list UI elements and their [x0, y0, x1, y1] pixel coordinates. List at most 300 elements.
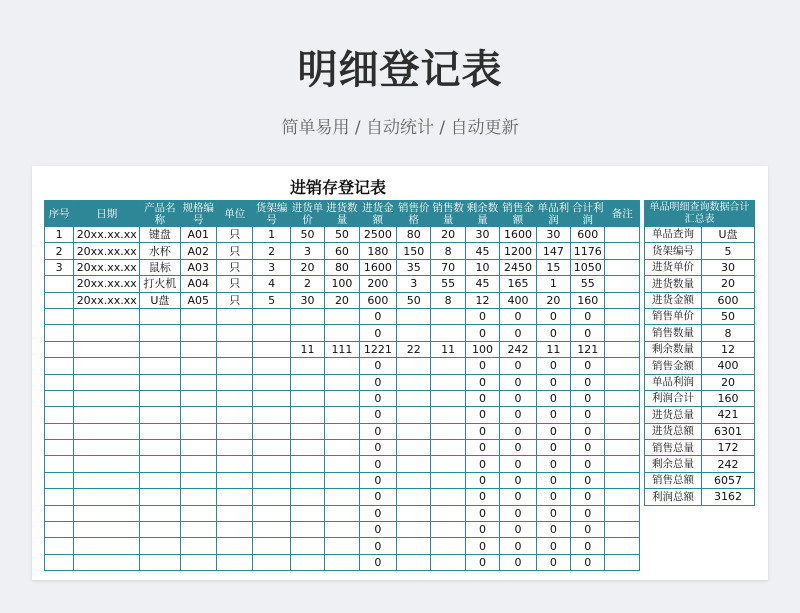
table-cell[interactable]: 50 [397, 292, 431, 308]
table-cell[interactable] [45, 505, 74, 521]
column-header[interactable]: 产品名称 [140, 201, 180, 227]
column-header[interactable]: 日期 [74, 201, 140, 227]
table-cell[interactable]: 242 [500, 341, 536, 357]
table-cell[interactable] [180, 522, 216, 538]
table-cell[interactable] [325, 423, 359, 439]
table-cell[interactable] [74, 522, 140, 538]
table-cell[interactable] [325, 358, 359, 374]
table-cell[interactable] [45, 456, 74, 472]
summary-value[interactable]: 160 [702, 390, 755, 406]
summary-label[interactable]: 利润合计 [645, 390, 702, 406]
table-cell[interactable]: 0 [536, 374, 570, 390]
table-cell[interactable]: 20xx.xx.xx [74, 227, 140, 243]
table-cell[interactable]: 0 [536, 538, 570, 554]
summary-label[interactable]: 进货单价 [645, 259, 702, 275]
table-cell[interactable] [605, 374, 640, 390]
table-cell[interactable]: 2 [253, 243, 290, 259]
table-cell[interactable]: 鼠标 [140, 259, 180, 275]
table-cell[interactable]: 0 [500, 505, 536, 521]
column-header[interactable]: 货架编号 [253, 201, 290, 227]
summary-label[interactable]: 进货总额 [645, 423, 702, 439]
table-cell[interactable] [253, 390, 290, 406]
summary-label[interactable]: 销售数量 [645, 325, 702, 341]
table-cell[interactable] [397, 440, 431, 456]
table-cell[interactable] [253, 456, 290, 472]
table-cell[interactable]: 0 [536, 554, 570, 570]
column-header[interactable]: 进货数量 [326, 201, 358, 226]
table-cell[interactable] [253, 554, 290, 570]
table-cell[interactable] [605, 292, 640, 308]
table-cell[interactable] [180, 554, 216, 570]
table-cell[interactable]: 0 [571, 407, 605, 423]
summary-value[interactable]: 5 [702, 243, 755, 259]
summary-value[interactable]: 20 [702, 374, 755, 390]
table-cell[interactable] [180, 505, 216, 521]
table-cell[interactable] [431, 554, 465, 570]
table-cell[interactable]: 0 [359, 554, 396, 570]
table-cell[interactable]: 0 [571, 374, 605, 390]
summary-label[interactable]: 剩余数量 [645, 341, 702, 357]
table-cell[interactable] [325, 325, 359, 341]
table-cell[interactable]: 0 [500, 374, 536, 390]
summary-value[interactable]: 242 [702, 456, 755, 472]
table-cell[interactable] [605, 423, 640, 439]
table-cell[interactable] [74, 390, 140, 406]
table-cell[interactable] [180, 390, 216, 406]
table-cell[interactable] [74, 456, 140, 472]
summary-value[interactable]: 12 [702, 341, 755, 357]
table-cell[interactable]: 10 [465, 259, 499, 275]
table-cell[interactable]: A03 [180, 259, 216, 275]
table-cell[interactable]: 0 [571, 505, 605, 521]
table-cell[interactable] [253, 538, 290, 554]
table-cell[interactable]: 0 [571, 423, 605, 439]
table-cell[interactable] [253, 440, 290, 456]
table-cell[interactable] [325, 505, 359, 521]
column-header[interactable]: 单品利润 [537, 201, 570, 226]
table-cell[interactable] [290, 308, 324, 324]
table-cell[interactable] [290, 456, 324, 472]
table-cell[interactable]: 0 [500, 489, 536, 505]
table-cell[interactable] [605, 538, 640, 554]
table-cell[interactable]: 20 [536, 292, 570, 308]
table-cell[interactable]: 0 [359, 522, 396, 538]
table-cell[interactable] [45, 341, 74, 357]
table-cell[interactable]: 1200 [500, 243, 536, 259]
table-cell[interactable] [140, 374, 180, 390]
table-cell[interactable] [253, 472, 290, 488]
table-cell[interactable] [397, 554, 431, 570]
table-cell[interactable]: 147 [536, 243, 570, 259]
table-cell[interactable]: 0 [465, 423, 499, 439]
table-cell[interactable] [431, 423, 465, 439]
table-cell[interactable]: 0 [536, 522, 570, 538]
table-cell[interactable]: 160 [571, 292, 605, 308]
table-cell[interactable] [180, 358, 216, 374]
table-cell[interactable] [217, 407, 253, 423]
table-cell[interactable]: 0 [500, 325, 536, 341]
table-cell[interactable] [290, 554, 324, 570]
table-cell[interactable]: 0 [359, 407, 396, 423]
table-cell[interactable]: 0 [536, 423, 570, 439]
column-header[interactable]: 备注 [605, 201, 640, 227]
table-cell[interactable]: 3 [397, 276, 431, 292]
table-cell[interactable] [290, 522, 324, 538]
table-cell[interactable]: A02 [180, 243, 216, 259]
table-cell[interactable] [140, 407, 180, 423]
table-cell[interactable]: 0 [465, 374, 499, 390]
table-cell[interactable] [45, 308, 74, 324]
table-cell[interactable] [45, 440, 74, 456]
table-cell[interactable]: 0 [571, 522, 605, 538]
table-cell[interactable]: 20xx.xx.xx [74, 243, 140, 259]
table-cell[interactable] [180, 374, 216, 390]
table-cell[interactable]: 0 [536, 440, 570, 456]
table-cell[interactable] [431, 374, 465, 390]
table-cell[interactable]: 0 [359, 308, 396, 324]
table-cell[interactable] [605, 554, 640, 570]
table-cell[interactable]: 50 [290, 227, 324, 243]
table-cell[interactable] [431, 456, 465, 472]
table-cell[interactable] [431, 505, 465, 521]
table-cell[interactable]: 0 [571, 456, 605, 472]
table-cell[interactable]: 200 [359, 276, 396, 292]
table-cell[interactable]: 100 [465, 341, 499, 357]
table-cell[interactable] [140, 341, 180, 357]
table-cell[interactable] [217, 374, 253, 390]
table-cell[interactable] [325, 440, 359, 456]
table-cell[interactable] [45, 325, 74, 341]
table-cell[interactable] [290, 358, 324, 374]
summary-label[interactable]: 销售总量 [645, 440, 702, 456]
table-cell[interactable] [140, 538, 180, 554]
table-cell[interactable] [217, 325, 253, 341]
table-cell[interactable]: 0 [500, 407, 536, 423]
table-cell[interactable]: 0 [359, 423, 396, 439]
column-header[interactable]: 销售金额 [500, 201, 536, 227]
table-cell[interactable] [140, 325, 180, 341]
table-cell[interactable]: 0 [571, 308, 605, 324]
table-cell[interactable] [140, 505, 180, 521]
table-cell[interactable]: 键盘 [140, 227, 180, 243]
table-cell[interactable]: 0 [359, 440, 396, 456]
table-cell[interactable]: 1050 [571, 259, 605, 275]
table-cell[interactable] [74, 472, 140, 488]
table-cell[interactable]: 0 [465, 407, 499, 423]
table-cell[interactable]: 0 [500, 554, 536, 570]
table-cell[interactable] [217, 472, 253, 488]
table-cell[interactable]: 0 [500, 522, 536, 538]
table-cell[interactable] [397, 423, 431, 439]
table-cell[interactable]: 1 [45, 227, 74, 243]
table-cell[interactable] [140, 489, 180, 505]
table-cell[interactable]: 0 [359, 505, 396, 521]
table-cell[interactable] [325, 407, 359, 423]
table-cell[interactable] [290, 390, 324, 406]
table-cell[interactable]: 1221 [359, 341, 396, 357]
table-cell[interactable]: 0 [571, 554, 605, 570]
table-cell[interactable] [605, 522, 640, 538]
table-cell[interactable]: 2500 [359, 227, 396, 243]
table-cell[interactable] [45, 522, 74, 538]
summary-value[interactable]: 600 [702, 292, 755, 308]
summary-value[interactable]: 20 [702, 276, 755, 292]
table-cell[interactable] [180, 423, 216, 439]
table-cell[interactable]: 0 [359, 472, 396, 488]
table-cell[interactable]: 0 [500, 423, 536, 439]
table-cell[interactable] [431, 308, 465, 324]
summary-label[interactable]: 剩余总量 [645, 456, 702, 472]
table-cell[interactable] [45, 489, 74, 505]
table-cell[interactable]: 70 [431, 259, 465, 275]
table-cell[interactable] [605, 308, 640, 324]
table-cell[interactable]: 0 [465, 308, 499, 324]
summary-value[interactable]: U盘 [702, 227, 755, 243]
table-cell[interactable] [290, 538, 324, 554]
table-cell[interactable] [325, 489, 359, 505]
table-cell[interactable] [290, 325, 324, 341]
table-cell[interactable] [180, 325, 216, 341]
summary-value[interactable]: 8 [702, 325, 755, 341]
table-cell[interactable]: 1 [536, 276, 570, 292]
table-cell[interactable]: 0 [571, 538, 605, 554]
table-cell[interactable] [180, 489, 216, 505]
table-cell[interactable] [253, 505, 290, 521]
table-cell[interactable] [253, 522, 290, 538]
table-cell[interactable]: 0 [465, 505, 499, 521]
table-cell[interactable] [431, 358, 465, 374]
summary-value[interactable]: 400 [702, 358, 755, 374]
table-cell[interactable] [397, 505, 431, 521]
table-cell[interactable]: 111 [325, 341, 359, 357]
column-header[interactable]: 销售价格 [398, 201, 430, 226]
table-cell[interactable]: 水杯 [140, 243, 180, 259]
table-cell[interactable] [605, 456, 640, 472]
table-cell[interactable]: 55 [431, 276, 465, 292]
table-cell[interactable] [74, 505, 140, 521]
table-cell[interactable] [217, 440, 253, 456]
table-cell[interactable]: 30 [465, 227, 499, 243]
table-cell[interactable]: 2 [290, 276, 324, 292]
table-cell[interactable]: 55 [571, 276, 605, 292]
table-cell[interactable] [45, 276, 74, 292]
table-cell[interactable] [217, 358, 253, 374]
table-cell[interactable] [290, 423, 324, 439]
table-cell[interactable] [605, 243, 640, 259]
table-cell[interactable] [140, 554, 180, 570]
table-cell[interactable] [45, 358, 74, 374]
table-cell[interactable]: 0 [536, 358, 570, 374]
summary-value[interactable]: 6301 [702, 423, 755, 439]
table-cell[interactable] [325, 456, 359, 472]
column-header[interactable]: 剩余数量 [466, 201, 499, 226]
table-cell[interactable] [45, 407, 74, 423]
table-cell[interactable]: 0 [536, 489, 570, 505]
table-cell[interactable]: 0 [359, 489, 396, 505]
summary-label[interactable]: 单品利润 [645, 374, 702, 390]
table-cell[interactable] [431, 390, 465, 406]
table-cell[interactable]: 0 [571, 489, 605, 505]
table-cell[interactable] [397, 472, 431, 488]
table-cell[interactable] [325, 374, 359, 390]
table-cell[interactable]: 50 [325, 227, 359, 243]
summary-label[interactable]: 进货数量 [645, 276, 702, 292]
table-cell[interactable] [325, 390, 359, 406]
table-cell[interactable]: 20 [431, 227, 465, 243]
table-cell[interactable]: 30 [290, 292, 324, 308]
table-cell[interactable] [325, 554, 359, 570]
table-cell[interactable] [325, 472, 359, 488]
table-cell[interactable] [140, 522, 180, 538]
table-cell[interactable] [217, 554, 253, 570]
table-cell[interactable]: 0 [500, 440, 536, 456]
summary-value[interactable]: 50 [702, 308, 755, 324]
summary-label[interactable]: 进货金额 [645, 292, 702, 308]
summary-value[interactable]: 3162 [702, 489, 755, 505]
table-cell[interactable] [180, 538, 216, 554]
table-cell[interactable] [180, 440, 216, 456]
column-header[interactable]: 单位 [217, 201, 253, 227]
table-cell[interactable] [140, 390, 180, 406]
table-cell[interactable] [45, 472, 74, 488]
table-cell[interactable] [605, 341, 640, 357]
table-cell[interactable] [74, 325, 140, 341]
summary-label[interactable]: 销售单价 [645, 308, 702, 324]
table-cell[interactable] [45, 374, 74, 390]
table-cell[interactable] [605, 390, 640, 406]
summary-label[interactable]: 单品查询 [645, 227, 702, 243]
table-cell[interactable]: 0 [465, 472, 499, 488]
column-header[interactable]: 销售数量 [432, 201, 464, 226]
table-cell[interactable]: 0 [465, 440, 499, 456]
table-cell[interactable]: 100 [325, 276, 359, 292]
table-cell[interactable] [253, 341, 290, 357]
table-cell[interactable]: 只 [217, 276, 253, 292]
summary-value[interactable]: 421 [702, 407, 755, 423]
table-cell[interactable]: 0 [359, 456, 396, 472]
table-cell[interactable]: 2450 [500, 259, 536, 275]
table-cell[interactable]: 1 [253, 227, 290, 243]
table-cell[interactable] [74, 374, 140, 390]
table-cell[interactable]: 150 [397, 243, 431, 259]
table-cell[interactable] [605, 325, 640, 341]
table-cell[interactable]: 0 [536, 407, 570, 423]
table-cell[interactable] [605, 505, 640, 521]
table-cell[interactable]: 11 [431, 341, 465, 357]
table-cell[interactable]: 2 [45, 243, 74, 259]
table-cell[interactable]: 0 [465, 489, 499, 505]
table-cell[interactable] [290, 440, 324, 456]
table-cell[interactable]: 0 [536, 308, 570, 324]
table-cell[interactable] [397, 522, 431, 538]
table-cell[interactable] [605, 276, 640, 292]
table-cell[interactable] [253, 489, 290, 505]
table-cell[interactable] [397, 308, 431, 324]
table-cell[interactable] [180, 341, 216, 357]
table-cell[interactable]: 0 [536, 505, 570, 521]
table-cell[interactable]: 600 [571, 227, 605, 243]
table-cell[interactable]: 22 [397, 341, 431, 357]
table-cell[interactable] [74, 308, 140, 324]
table-cell[interactable]: 400 [500, 292, 536, 308]
table-cell[interactable]: 45 [465, 243, 499, 259]
table-cell[interactable]: 45 [465, 276, 499, 292]
table-cell[interactable] [605, 407, 640, 423]
table-cell[interactable] [397, 390, 431, 406]
table-cell[interactable]: 1600 [359, 259, 396, 275]
table-cell[interactable]: 35 [397, 259, 431, 275]
table-cell[interactable] [74, 341, 140, 357]
table-cell[interactable] [397, 489, 431, 505]
table-cell[interactable]: 0 [465, 522, 499, 538]
table-cell[interactable] [217, 341, 253, 357]
table-cell[interactable]: 0 [536, 472, 570, 488]
table-cell[interactable]: 0 [359, 374, 396, 390]
column-header[interactable]: 序号 [45, 201, 74, 227]
table-cell[interactable] [397, 538, 431, 554]
table-cell[interactable]: 0 [359, 390, 396, 406]
table-cell[interactable] [290, 489, 324, 505]
table-cell[interactable]: 3 [290, 243, 324, 259]
table-cell[interactable] [325, 522, 359, 538]
summary-value[interactable]: 6057 [702, 472, 755, 488]
table-cell[interactable]: 5 [253, 292, 290, 308]
table-cell[interactable]: A04 [180, 276, 216, 292]
table-cell[interactable] [290, 374, 324, 390]
table-cell[interactable]: 0 [500, 390, 536, 406]
column-header[interactable]: 进货金额 [359, 201, 396, 227]
table-cell[interactable] [45, 292, 74, 308]
table-cell[interactable] [290, 407, 324, 423]
table-cell[interactable] [74, 423, 140, 439]
table-cell[interactable] [397, 456, 431, 472]
table-cell[interactable] [605, 259, 640, 275]
table-cell[interactable]: 只 [217, 259, 253, 275]
table-cell[interactable]: A05 [180, 292, 216, 308]
table-cell[interactable] [45, 423, 74, 439]
table-cell[interactable]: 只 [217, 243, 253, 259]
table-cell[interactable] [217, 538, 253, 554]
table-cell[interactable] [140, 456, 180, 472]
table-cell[interactable] [605, 227, 640, 243]
column-header[interactable]: 合计利润 [572, 201, 604, 226]
table-cell[interactable] [431, 522, 465, 538]
table-cell[interactable] [140, 440, 180, 456]
table-cell[interactable]: 0 [536, 325, 570, 341]
table-cell[interactable] [45, 390, 74, 406]
summary-value[interactable]: 172 [702, 440, 755, 456]
table-cell[interactable]: 8 [431, 292, 465, 308]
table-cell[interactable] [140, 472, 180, 488]
summary-value[interactable]: 30 [702, 259, 755, 275]
table-cell[interactable] [397, 407, 431, 423]
table-cell[interactable] [397, 358, 431, 374]
table-cell[interactable]: 0 [359, 538, 396, 554]
table-cell[interactable]: 15 [536, 259, 570, 275]
table-cell[interactable] [74, 554, 140, 570]
table-cell[interactable]: 600 [359, 292, 396, 308]
table-cell[interactable]: 打火机 [140, 276, 180, 292]
table-cell[interactable]: 121 [571, 341, 605, 357]
table-cell[interactable]: 3 [253, 259, 290, 275]
table-cell[interactable]: 60 [325, 243, 359, 259]
table-cell[interactable] [253, 308, 290, 324]
table-cell[interactable] [605, 440, 640, 456]
table-cell[interactable]: 0 [359, 325, 396, 341]
table-cell[interactable] [140, 423, 180, 439]
table-cell[interactable] [217, 489, 253, 505]
table-cell[interactable]: 0 [465, 538, 499, 554]
